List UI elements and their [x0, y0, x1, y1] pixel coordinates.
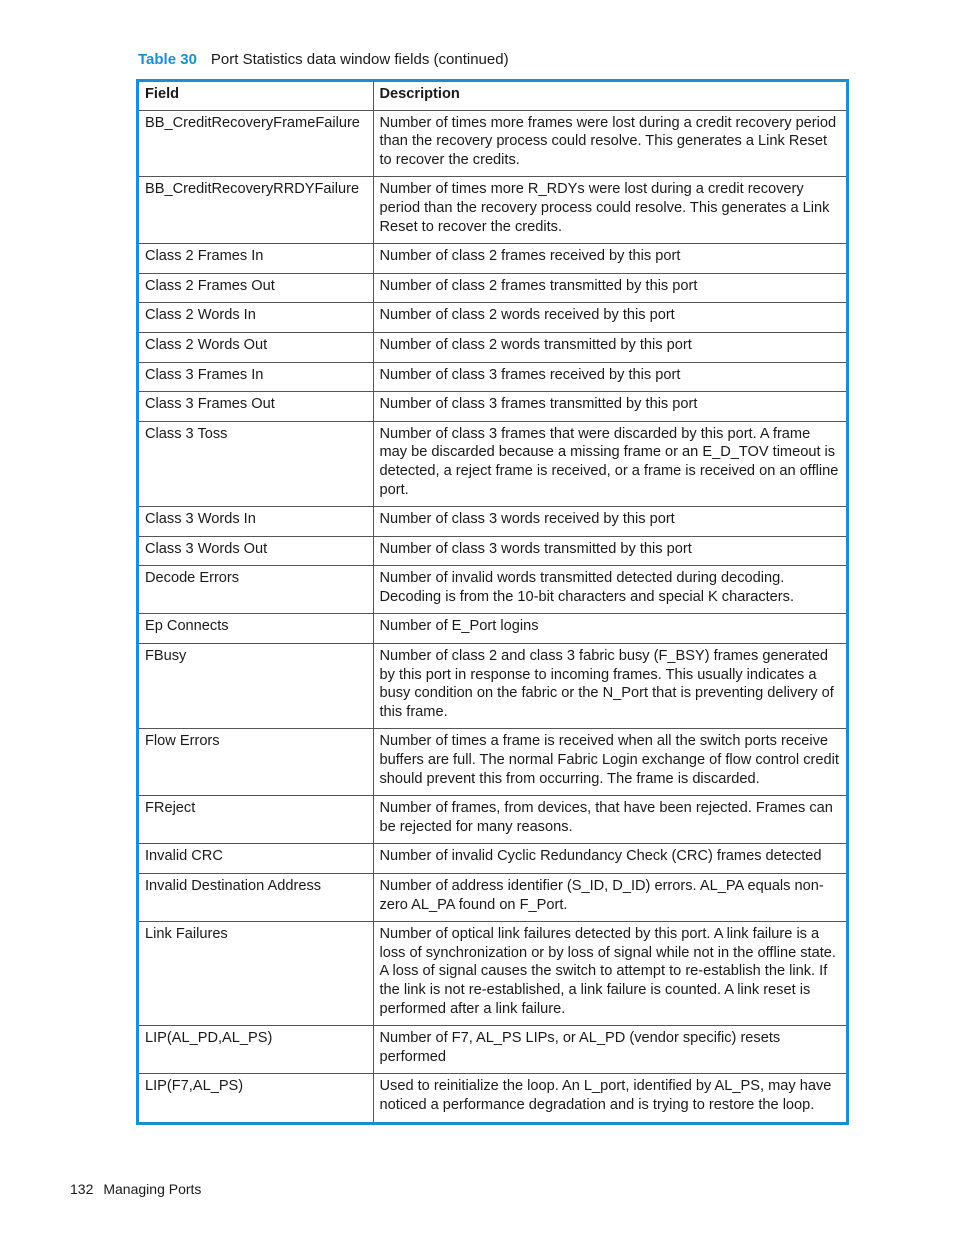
table-row	[139, 177, 846, 244]
footer-section: Managing Ports	[103, 1181, 202, 1197]
field-cell: Invalid CRC	[139, 844, 373, 874]
description-cell: Number of class 3 frames transmitted by this port	[373, 392, 846, 422]
description-cell: Number of optical link failures detected by this port. A link failure is a loss of synchronization or by loss of signal while not in the offline state. A loss of signal causes the switch to attempt to re-establish the link. If the link is not re-established, a link failure is counted. A link reset is performed after a link failure.	[373, 922, 846, 1026]
table-row	[139, 421, 846, 506]
field-cell: Class 2 Frames Out	[139, 273, 373, 303]
field-cell: Class 3 Frames Out	[139, 392, 373, 422]
field-cell: FBusy	[139, 644, 373, 729]
field-cell: Class 3 Words In	[139, 507, 373, 537]
table-row	[139, 566, 846, 614]
field-cell: Ep Connects	[139, 614, 373, 644]
table-row	[139, 874, 846, 922]
table-row	[139, 303, 846, 333]
description-cell: Number of times a frame is received when all the switch ports receive buffers are full. The normal Fabric Login exchange of flow control credit should prevent this from occurring. The frame is discarded.	[373, 729, 846, 796]
description-cell: Number of invalid Cyclic Redundancy Check (CRC) frames detected	[373, 844, 846, 874]
field-cell: Class 3 Toss	[139, 421, 373, 506]
description-cell: Number of class 3 words transmitted by this port	[373, 536, 846, 566]
description-cell: Number of class 2 and class 3 fabric busy (F_BSY) frames generated by this port in response to incoming frames. This usually indicates a busy condition on the fabric or the N_Port that is preventing delivery of this frame.	[373, 644, 846, 729]
table-row	[139, 273, 846, 303]
field-cell: Decode Errors	[139, 566, 373, 614]
page-footer	[70, 1180, 201, 1198]
description-cell: Number of address identifier (S_ID, D_ID) errors. AL_PA equals non-zero AL_PA found on F_Port.	[373, 874, 846, 922]
description-cell: Number of class 3 frames that were discarded by this port. A frame may be discarded because a missing frame or an E_D_TOV timeout is detected, a reject frame is received, or a frame is received on an offline port.	[373, 421, 846, 506]
description-cell: Number of invalid words transmitted detected during decoding. Decoding is from the 10-bit characters and special K characters.	[373, 566, 846, 614]
table-row	[139, 362, 846, 392]
table-row	[139, 729, 846, 796]
description-cell: Number of class 2 words received by this port	[373, 303, 846, 333]
table-row	[139, 922, 846, 1026]
fields-table	[139, 82, 846, 1122]
description-cell: Number of class 2 words transmitted by this port	[373, 332, 846, 362]
field-cell: Link Failures	[139, 922, 373, 1026]
description-cell: Number of class 2 frames transmitted by this port	[373, 273, 846, 303]
column-header-field: Field	[139, 82, 373, 110]
table-row	[139, 796, 846, 844]
description-cell: Number of times more R_RDYs were lost during a credit recovery period than the recovery process could resolve. This generates a Link Reset to recover the credits.	[373, 177, 846, 244]
field-cell: Class 2 Frames In	[139, 244, 373, 274]
field-cell: Class 3 Frames In	[139, 362, 373, 392]
table-row	[139, 332, 846, 362]
field-cell: BB_CreditRecoveryFrameFailure	[139, 110, 373, 177]
field-cell: BB_CreditRecoveryRRDYFailure	[139, 177, 373, 244]
table-row	[139, 110, 846, 177]
field-cell: Class 2 Words Out	[139, 332, 373, 362]
field-cell: Class 2 Words In	[139, 303, 373, 333]
table-number: Table 30	[138, 51, 197, 68]
description-cell: Used to reinitialize the loop. An L_port, identified by AL_PS, may have noticed a performance degradation and is trying to restore the loop.	[373, 1074, 846, 1122]
table-row	[139, 507, 846, 537]
field-cell: LIP(F7,AL_PS)	[139, 1074, 373, 1122]
table-body	[139, 110, 846, 1121]
description-cell: Number of E_Port logins	[373, 614, 846, 644]
description-cell: Number of class 2 frames received by this port	[373, 244, 846, 274]
page-number: 132	[70, 1181, 94, 1197]
description-cell: Number of F7, AL_PS LIPs, or AL_PD (vendor specific) resets performed	[373, 1026, 846, 1074]
field-cell: Invalid Destination Address	[139, 874, 373, 922]
field-cell: Flow Errors	[139, 729, 373, 796]
port-statistics-table	[136, 79, 849, 1125]
table-row	[139, 244, 846, 274]
table-row	[139, 614, 846, 644]
description-cell: Number of class 3 words received by this port	[373, 507, 846, 537]
column-header-description: Description	[373, 82, 846, 110]
table-row	[139, 1074, 846, 1122]
table-row	[139, 1026, 846, 1074]
field-cell: FReject	[139, 796, 373, 844]
field-cell: Class 3 Words Out	[139, 536, 373, 566]
description-cell: Number of frames, from devices, that have been rejected. Frames can be rejected for many reasons.	[373, 796, 846, 844]
table-row	[139, 644, 846, 729]
table-row	[139, 844, 846, 874]
table-title: Port Statistics data window fields (continued)	[210, 51, 509, 68]
description-cell: Number of times more frames were lost during a credit recovery period than the recovery process could resolve. This generates a Link Reset to recover the credits.	[373, 110, 846, 177]
field-cell: LIP(AL_PD,AL_PS)	[139, 1026, 373, 1074]
table-caption	[138, 50, 509, 70]
table-header-row	[139, 82, 846, 110]
table-row	[139, 392, 846, 422]
table-row	[139, 536, 846, 566]
description-cell: Number of class 3 frames received by this port	[373, 362, 846, 392]
